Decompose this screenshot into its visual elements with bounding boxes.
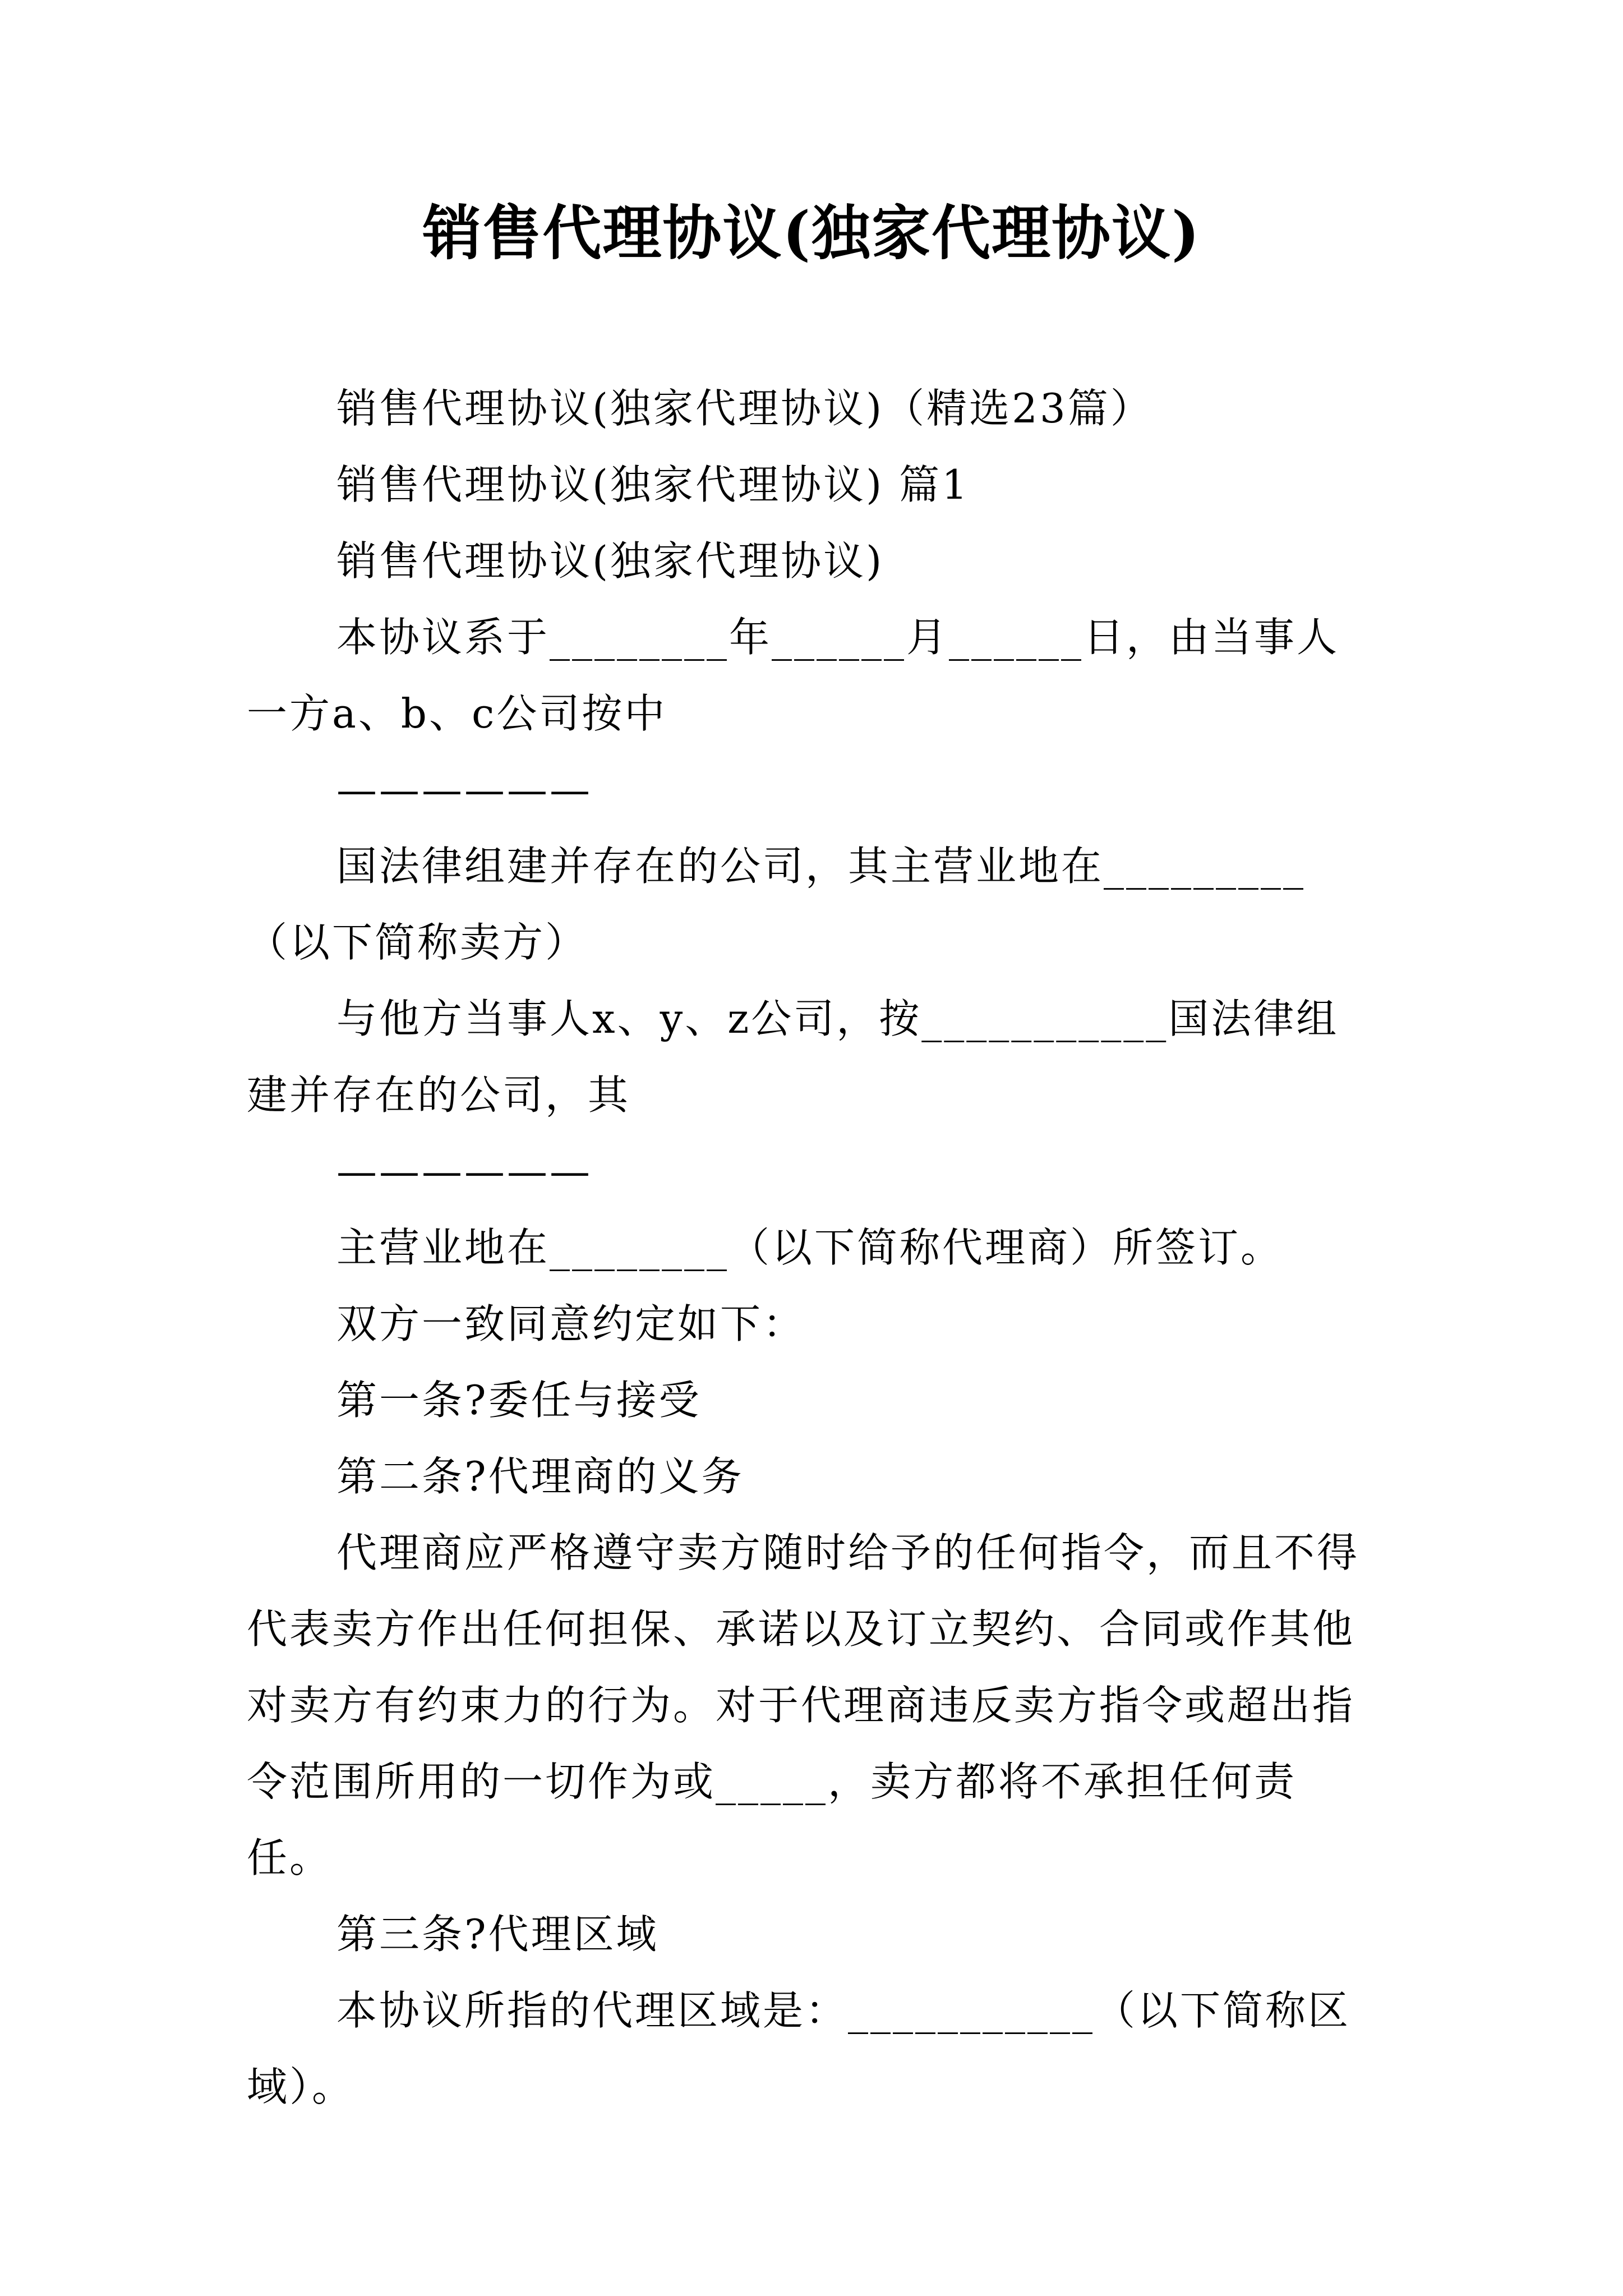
paragraph-territory: 本协议所指的代理区域是：___________（以下简称区域）。 — [247, 1987, 1351, 2110]
paragraph-agreement-name: 销售代理协议(独家代理协议) — [336, 537, 884, 585]
paragraph-agreement-intro: 双方一致同意约定如下： — [336, 1300, 806, 1347]
document-body — [247, 370, 1380, 2125]
paragraph-subtitle: 销售代理协议(独家代理协议)（精选23篇） — [336, 385, 1153, 432]
paragraph-part-heading: 销售代理协议(独家代理协议) 篇1 — [336, 461, 970, 508]
paragraph-party-b: 与他方当事人x、y、z公司，按___________国法律组建并存在的公司，其 — [247, 995, 1339, 1119]
document-title: 销售代理协议(独家代理协议) — [422, 198, 1201, 268]
paragraph-agent-obligations: 代理商应严格遵守卖方随时给予的任何指令，而且不得代表卖方作出任何担保、承诺以及订立契约、合同或作其他对卖方有约束力的行为。对于代理商违反卖方指令或超出指令范围所用的一切作为或_____，卖方都将不承担任何责任。 — [247, 1529, 1360, 1881]
paragraph-agent-place: 主营业地在________（以下简称代理商）所签订。 — [336, 1224, 1284, 1271]
paragraph-article-3: 第三条?代理区域 — [336, 1911, 659, 1958]
paragraph-article-2: 第二条?代理商的义务 — [336, 1453, 744, 1500]
paragraph-date-party-a: 本协议系于________年______月______日，由当事人一方a、b、c公司按中 — [247, 614, 1340, 737]
paragraph-seller-place: 国法律组建并存在的公司，其主营业地在_________（以下简称卖方） — [247, 843, 1306, 966]
paragraph-dash-line-2: —————— — [336, 1148, 592, 1195]
paragraph-dash-line-1: —————— — [336, 766, 592, 813]
paragraph-article-1: 第一条?委任与接受 — [336, 1377, 702, 1424]
